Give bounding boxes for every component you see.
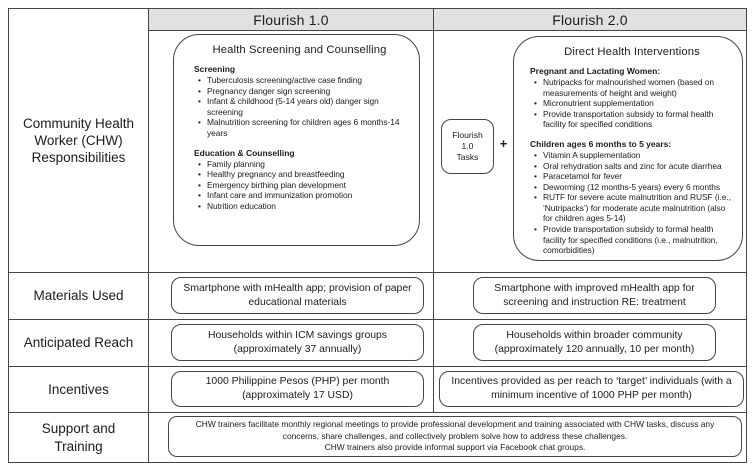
flourish-1-tasks-box [441, 119, 494, 174]
bullet-item: • Infant & childhood (5-14 years old) danger sign screening [194, 96, 405, 117]
incentives-flourish-2-box [439, 371, 744, 407]
support-paragraph-2: CHW trainers also provide informal support via Facebook chat groups. [324, 442, 586, 453]
materials-flourish-2-box [473, 277, 716, 314]
bullet-item: • Nutrition education [194, 201, 405, 212]
row-label-materials [9, 273, 149, 320]
support-cell [149, 413, 746, 462]
bullet-list-screening [194, 75, 405, 138]
row-label-responsibilities [9, 9, 149, 273]
column-header-flourish-1 [149, 9, 434, 31]
bullet-item: • Deworming (12 months-5 years) every 6 months [530, 182, 734, 193]
reach-flourish-2-text: Households within broader community (approximately 120 annually, 10 per month) [494, 329, 695, 355]
column-header-flourish-1-text: Flourish 1.0 [253, 11, 329, 28]
bullet-item: • Micronutrient supplementation [530, 98, 734, 109]
reach-flourish-1-box [171, 324, 424, 361]
bullet-item: • Oral rehydration salts and zinc for acute diarrhea [530, 161, 734, 172]
incentives-flourish-2-text: Incentives provided as per reach to ‘target’ individuals (with a minimum incentive of 1000 PHP per month) [451, 376, 732, 401]
incentives-cell-flourish-1 [149, 367, 434, 413]
bullet-list-children [530, 150, 734, 256]
row-label-support [9, 413, 149, 462]
reach-cell-flourish-1 [149, 320, 434, 367]
bullet-item: • Pregnancy danger sign screening [194, 86, 405, 97]
row-label-incentives-text: Incentives [48, 381, 109, 397]
incentives-flourish-1-box [171, 371, 424, 407]
materials-flourish-1-box [171, 277, 424, 314]
bullet-item: • RUTF for severe acute malnutrition and RUSF (i.e., ‘Nutripacks’) for moderate acute malnutrition (also for children ages 5-14) [530, 192, 734, 224]
materials-flourish-2-text: Smartphone with improved mHealth app for screening and instruction RE: treatment [494, 282, 695, 308]
direct-health-interventions-box [513, 36, 743, 261]
materials-cell-flourish-2 [434, 273, 746, 320]
bullet-item: • Vitamin A supplementation [530, 150, 734, 161]
incentives-cell-flourish-2 [434, 367, 746, 413]
section-heading-screening: Screening [194, 64, 236, 74]
flourish-1-tasks-box-lines [452, 130, 483, 164]
row-label-materials-text: Materials Used [33, 288, 124, 304]
bullet-item: • Malnutrition screening for children ages 6 months-14 years [194, 117, 405, 138]
bullet-item: • Tuberculosis screening/active case finding [194, 75, 405, 86]
row-label-support-text: Support and Training [41, 421, 116, 454]
box-title-flourish-1: Health Screening and Counselling [212, 44, 387, 56]
column-header-flourish-2 [434, 9, 746, 31]
comparison-table [8, 8, 747, 463]
bullet-item: • Family planning [194, 159, 405, 170]
support-paragraph-1: CHW trainers facilitate monthly regional meetings to provide professional development and training associated with CHW tasks, discuss any concerns, share challenges, and collectively problem solve how to address these challenges. [195, 419, 715, 441]
row-label-responsibilities-text: Community Health Worker (CHW) Responsibilities [22, 115, 135, 166]
materials-flourish-1-text: Smartphone with mHealth app; provision of paper educational materials [183, 282, 412, 308]
responsibilities-cell-flourish-1 [149, 31, 434, 273]
bullet-item: • Paracetamol for fever [530, 171, 734, 182]
section-heading-education-counselling: Education & Counselling [194, 147, 295, 158]
reach-flourish-2-box [473, 324, 716, 361]
bullet-item: • Emergency birthing plan development [194, 180, 405, 191]
tasks-box-line: 1.0 [461, 140, 474, 151]
responsibilities-cell-flourish-2 [434, 31, 746, 273]
row-label-incentives [9, 367, 149, 413]
support-training-box [168, 416, 742, 457]
tasks-box-line: Tasks [456, 152, 479, 163]
bullet-item: • Provide transportation subsidy to formal health facility for specified conditions (i.e., malnutrition, comorbidities) [530, 224, 734, 256]
materials-cell-flourish-1 [149, 273, 434, 320]
box-title-flourish-2: Direct Health Interventions [564, 46, 700, 58]
bullet-list-education-counselling [194, 159, 405, 212]
row-label-reach [9, 320, 149, 367]
incentives-flourish-1-text: 1000 Philippine Pesos (PHP) per month (approximately 17 USD) [205, 376, 390, 401]
bullet-item: • Healthy pregnancy and breastfeeding [194, 169, 405, 180]
column-header-flourish-2-text: Flourish 2.0 [552, 11, 628, 28]
section-heading-children: Children ages 6 months to 5 years: [530, 138, 672, 149]
section-heading-pregnant-lactating: Pregnant and Lactating Women: [530, 66, 661, 76]
reach-flourish-1-text: Households within ICM savings groups (approximately 37 annually) [207, 329, 388, 355]
plus-sign: + [499, 136, 508, 151]
bullet-list-pregnant-lactating [530, 77, 734, 130]
reach-cell-flourish-2 [434, 320, 746, 367]
bullet-item: • Provide transportation subsidy to formal health facility for specified conditions [530, 109, 734, 130]
bullet-item: • Nutripacks for malnourished women (based on measurements of height and weight) [530, 77, 734, 98]
health-screening-counselling-box [173, 34, 420, 246]
row-label-reach-text: Anticipated Reach [23, 335, 134, 351]
bullet-item: • Infant care and immunization promotion [194, 190, 405, 201]
tasks-box-line: Flourish [452, 129, 483, 140]
